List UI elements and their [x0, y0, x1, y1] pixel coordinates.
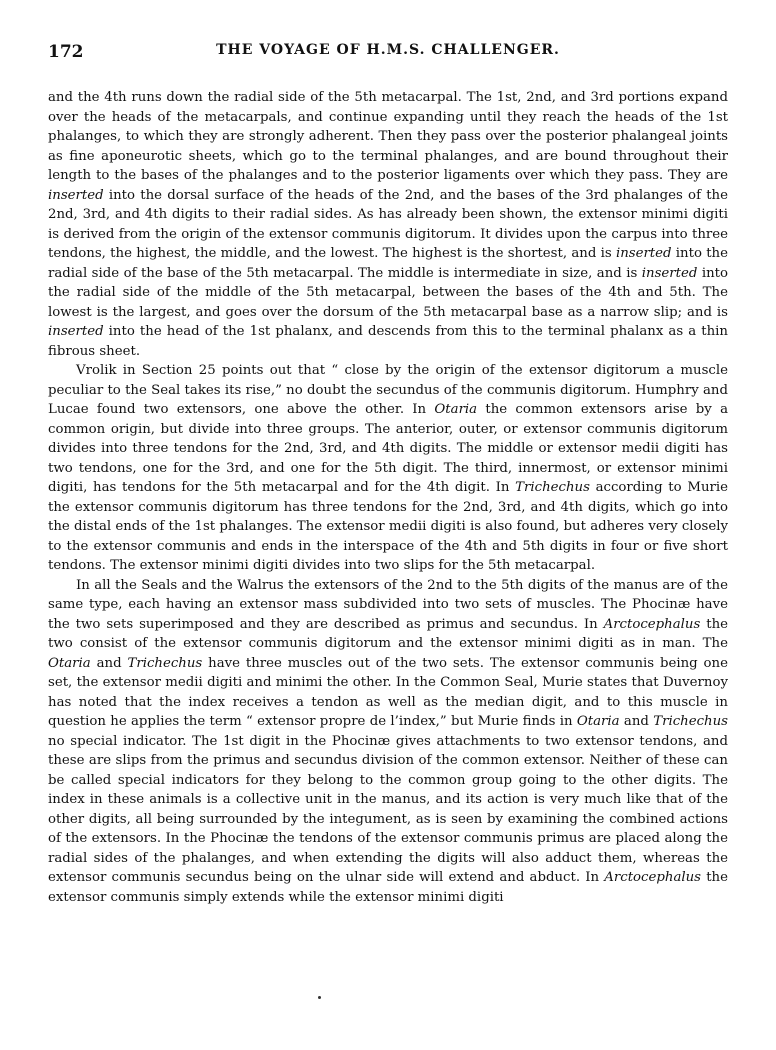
italic-term: Otaria	[576, 714, 620, 729]
paragraph	[48, 361, 728, 576]
italic-term: Trichechus	[653, 714, 728, 729]
text-run: have three muscles out of the two sets. The extensor communis being one set, the extensor medii digiti and minimi the other. In the Common Seal, Murie states that Duvernoy has noted that the index receives a tendon as well as the median digit, and to this muscle in question he applies the term “ extensor propre de l’index,” but Murie finds in	[48, 655, 728, 729]
text-run: the common extensors arise by a common origin, but divide into three groups. The anterior, outer, or extensor communis digitorum divides into three tendons for the 2nd, 3rd, and 4th digits. The middle or extensor medii digiti has two tendons, one for the 3rd, and one for the 5th digit. The third, innermost, or extensor minimi digiti, has tendons for the 5th metacarpal and for the 4th digit. In	[48, 402, 728, 495]
italic-term: inserted	[48, 324, 104, 339]
page	[48, 30, 728, 907]
paragraph	[48, 576, 728, 908]
text-run: no special indicator. The 1st digit in the Phocinæ gives attachments to two extensor tendons, and these are slips from the primus and secundus division of the common extensor. Neither of these can be called special indicators for they belong to the common group going to the other digits. The index in these animals is a collective unit in the manus, and its action is very much like that of the other digits, all being surrounded by the integument, as is seen by examining the combined actions of the extensors. In the Phocinæ the tendons of the extensor communis primus are placed along the radial sides of the phalanges, and when extending the digits will also adduct them, whereas the extensor communis secundus being on the ulnar side will extend and abduct. In	[48, 733, 728, 885]
italic-term: Otaria	[434, 402, 478, 417]
text-run: the extensor communis simply extends while the extensor minimi digiti	[48, 870, 728, 905]
italic-term: Otaria	[48, 655, 91, 671]
italic-term: Arctocephalus	[604, 870, 702, 885]
page-number: 172	[48, 42, 84, 62]
text-run: Vrolik in Section 25 points out that “ close by the origin of the extensor digitorum a muscle peculiar to the Seal takes its rise,” no doubt the secundus of the communis digitorum. Humphry and Lucae found two extensors, one above the other. In	[48, 363, 728, 417]
text-run: into the dorsal surface of the heads of the 2nd, and the bases of the 3rd phalanges of the 2nd, 3rd, and 4th digits to their radial sides. As has already been shown, the extensor minimi digiti is derived from the origin of the extensor communis digitorum. It divides upon the carpus into three tendons, the highest, the middle, and the lowest. The highest is the shortest, and is	[48, 187, 728, 261]
italic-term: inserted	[641, 265, 698, 281]
italic-term: inserted	[48, 187, 104, 203]
text-run: and the 4th runs down the radial side of the 5th metacarpal. The 1st, 2nd, and 3rd portions expand over the heads of the metacarpals, and continue expanding until they reach the heads of the 1st phalanges, to which they are strongly adherent. Then they pass over the posterior phalangeal joints as fine aponeurotic sheets, which go to the terminal phalanges, and are bound throughout their length to the bases of the phalanges and to the posterior ligaments over which they pass. They are	[48, 90, 728, 183]
text-run: into the radial side of the middle of the 5th metacarpal, between the bases of the 4th and 5th. The lowest is the largest, and goes over the dorsum of the 5th metacarpal base as a narrow slip; and is	[48, 265, 728, 320]
text-run: and	[90, 655, 128, 671]
text-run: into the head of the 1st phalanx, and descends from this to the terminal phalanx as a thin fibrous sheet.	[48, 324, 728, 359]
paragraph	[48, 88, 728, 361]
text-run: into the radial side of the base of the 5th metacarpal. The middle is intermediate in size, and is	[48, 246, 728, 281]
text-run: and	[619, 714, 654, 729]
text-run: In all the Seals and the Walrus the extensors of the 2nd to the 5th digits of the manus are of the same type, each having an extensor mass subdivided into two sets of muscles. The Phocinæ have the two sets superimposed and they are described as primus and secundus. In	[48, 577, 728, 632]
text-run: according to Murie the extensor communis digitorum has three tendons for the 2nd, 3rd, and 4th digits, which go into the distal ends of the 1st phalanges. The extensor medii digiti is also found, but adheres very closely to the extensor communis and ends in the interspace of the 4th and 5th digits in four or five short tendons. The extensor minimi digiti divides into two slips for the 5th metacarpal.	[48, 480, 728, 573]
italic-term: inserted	[615, 246, 672, 261]
text-run: the two consist of the extensor communis digitorum and the extensor minimi digiti as in man. The	[48, 616, 728, 651]
page-header	[48, 30, 728, 62]
italic-term: Arctocephalus	[603, 616, 701, 632]
italic-term: Trichechus	[127, 655, 203, 671]
body-text	[48, 88, 728, 907]
italic-term: Trichechus	[515, 480, 590, 495]
page-mark-dot	[318, 996, 321, 999]
running-title: THE VOYAGE OF H.M.S. CHALLENGER.	[216, 42, 560, 58]
